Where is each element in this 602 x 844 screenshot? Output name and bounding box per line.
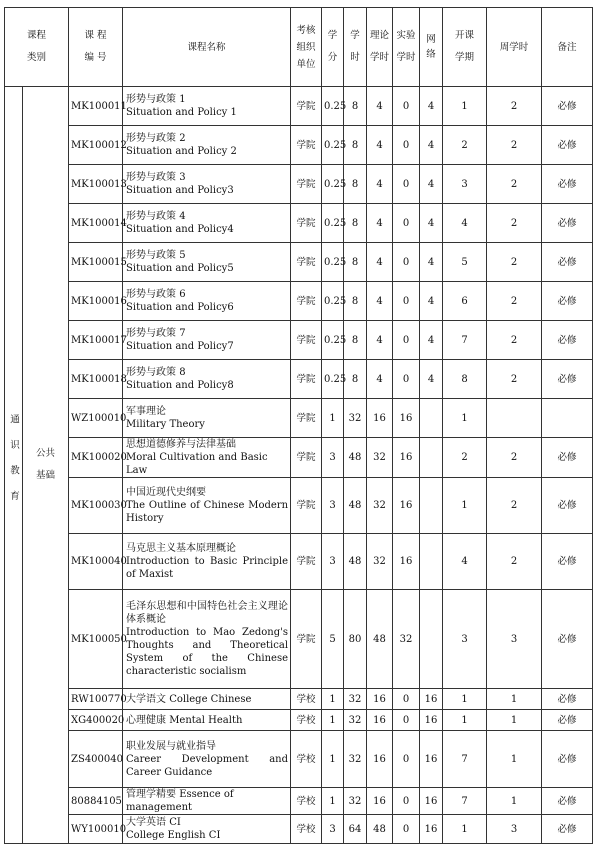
course-lab: 0 bbox=[393, 321, 420, 360]
course-theory: 4 bbox=[367, 165, 393, 204]
course-unit: 学院 bbox=[291, 478, 322, 534]
header-online: 网络 bbox=[420, 8, 443, 87]
course-hours: 48 bbox=[344, 534, 367, 590]
course-theory: 4 bbox=[367, 360, 393, 399]
course-credit: 5 bbox=[322, 590, 344, 689]
course-semester: 6 bbox=[443, 282, 487, 321]
course-theory: 4 bbox=[367, 243, 393, 282]
course-online: 4 bbox=[420, 204, 443, 243]
course-note: 必修 bbox=[542, 204, 593, 243]
course-unit: 学院 bbox=[291, 165, 322, 204]
course-note bbox=[542, 399, 593, 438]
course-note: 必修 bbox=[542, 590, 593, 689]
course-unit: 学校 bbox=[291, 710, 322, 731]
course-note: 必修 bbox=[542, 321, 593, 360]
table-row bbox=[5, 689, 593, 710]
course-unit: 学院 bbox=[291, 534, 322, 590]
course-note: 必修 bbox=[542, 815, 593, 844]
course-weekly: 2 bbox=[487, 534, 542, 590]
table-row bbox=[5, 731, 593, 788]
course-name: 职业发展与就业指导 Career Development and Career Guidance bbox=[123, 731, 291, 788]
course-credit: 3 bbox=[322, 438, 344, 478]
course-online: 16 bbox=[420, 815, 443, 844]
course-lab: 0 bbox=[393, 204, 420, 243]
course-unit: 学校 bbox=[291, 731, 322, 788]
course-weekly: 2 bbox=[487, 478, 542, 534]
course-unit: 学院 bbox=[291, 126, 322, 165]
header-hours: 学 时 bbox=[344, 8, 367, 87]
course-name: 毛泽东思想和中国特色社会主义理论体系概论 Introduction to Mao Zedong's Thoughts and Theoretical System of the Chinese characteristic socialism bbox=[123, 590, 291, 689]
course-credit: 0.25 bbox=[322, 243, 344, 282]
course-weekly: 2 bbox=[487, 438, 542, 478]
course-theory: 32 bbox=[367, 534, 393, 590]
course-code: MK100016 bbox=[69, 282, 123, 321]
course-weekly: 2 bbox=[487, 87, 542, 126]
course-online: 4 bbox=[420, 243, 443, 282]
course-hours: 64 bbox=[344, 815, 367, 844]
course-lab: 0 bbox=[393, 360, 420, 399]
course-weekly: 2 bbox=[487, 282, 542, 321]
course-unit: 学院 bbox=[291, 399, 322, 438]
course-code: MK100012 bbox=[69, 126, 123, 165]
course-theory: 32 bbox=[367, 438, 393, 478]
course-hours: 48 bbox=[344, 478, 367, 534]
header-credit: 学 分 bbox=[322, 8, 344, 87]
course-theory: 4 bbox=[367, 321, 393, 360]
course-name: 思想道德修养与法律基础 Moral Cultivation and Basic Law bbox=[123, 438, 291, 478]
subcategory-cell: 公共 基础 bbox=[23, 87, 69, 844]
course-theory: 4 bbox=[367, 204, 393, 243]
course-name: 形势与政策 3 Situation and Policy3 bbox=[123, 165, 291, 204]
course-lab: 0 bbox=[393, 243, 420, 282]
course-online: 4 bbox=[420, 165, 443, 204]
course-name: 心理健康 Mental Health bbox=[123, 710, 291, 731]
course-unit: 学院 bbox=[291, 243, 322, 282]
course-theory: 16 bbox=[367, 689, 393, 710]
course-semester: 1 bbox=[443, 815, 487, 844]
course-code: WY100010 bbox=[69, 815, 123, 844]
table-row bbox=[5, 165, 593, 204]
course-semester: 4 bbox=[443, 204, 487, 243]
course-hours: 32 bbox=[344, 710, 367, 731]
course-weekly: 1 bbox=[487, 731, 542, 788]
table-row bbox=[5, 534, 593, 590]
course-lab: 0 bbox=[393, 126, 420, 165]
course-credit: 0.25 bbox=[322, 360, 344, 399]
course-code: MK100015 bbox=[69, 243, 123, 282]
course-online bbox=[420, 399, 443, 438]
course-semester: 1 bbox=[443, 87, 487, 126]
course-theory: 32 bbox=[367, 478, 393, 534]
course-online: 16 bbox=[420, 788, 443, 815]
course-weekly bbox=[487, 399, 542, 438]
course-note: 必修 bbox=[542, 478, 593, 534]
course-weekly: 2 bbox=[487, 126, 542, 165]
course-online: 4 bbox=[420, 126, 443, 165]
course-online bbox=[420, 438, 443, 478]
course-credit: 0.25 bbox=[322, 165, 344, 204]
course-theory: 16 bbox=[367, 710, 393, 731]
course-note: 必修 bbox=[542, 788, 593, 815]
course-hours: 32 bbox=[344, 788, 367, 815]
table-row bbox=[5, 710, 593, 731]
course-hours: 8 bbox=[344, 360, 367, 399]
course-credit: 3 bbox=[322, 534, 344, 590]
header-note: 备注 bbox=[542, 8, 593, 87]
course-online: 16 bbox=[420, 689, 443, 710]
course-code: MK100040 bbox=[69, 534, 123, 590]
table-row bbox=[5, 126, 593, 165]
course-hours: 8 bbox=[344, 165, 367, 204]
course-note: 必修 bbox=[542, 126, 593, 165]
course-hours: 8 bbox=[344, 87, 367, 126]
course-code: MK100013 bbox=[69, 165, 123, 204]
course-weekly: 2 bbox=[487, 204, 542, 243]
header-name: 课程名称 bbox=[123, 8, 291, 87]
table-body bbox=[5, 87, 593, 844]
course-hours: 8 bbox=[344, 321, 367, 360]
table-row bbox=[5, 243, 593, 282]
course-unit: 学校 bbox=[291, 815, 322, 844]
course-weekly: 2 bbox=[487, 360, 542, 399]
header-weekly: 周学时 bbox=[487, 8, 542, 87]
course-code: MK100018 bbox=[69, 360, 123, 399]
course-lab: 16 bbox=[393, 399, 420, 438]
course-note: 必修 bbox=[542, 689, 593, 710]
course-lab: 16 bbox=[393, 534, 420, 590]
course-hours: 8 bbox=[344, 126, 367, 165]
header-code: 课 程 编 号 bbox=[69, 8, 123, 87]
course-lab: 0 bbox=[393, 731, 420, 788]
category-cell: 通识教育 bbox=[5, 87, 23, 844]
course-credit: 1 bbox=[322, 731, 344, 788]
course-credit: 0.25 bbox=[322, 204, 344, 243]
course-unit: 学院 bbox=[291, 360, 322, 399]
course-code: WZ100010 bbox=[69, 399, 123, 438]
header-unit: 考核 组织 单位 bbox=[291, 8, 322, 87]
course-theory: 16 bbox=[367, 731, 393, 788]
course-semester: 1 bbox=[443, 710, 487, 731]
course-hours: 48 bbox=[344, 438, 367, 478]
course-unit: 学院 bbox=[291, 438, 322, 478]
course-lab: 0 bbox=[393, 710, 420, 731]
course-online: 4 bbox=[420, 321, 443, 360]
course-unit: 学院 bbox=[291, 321, 322, 360]
course-code: RW100770 bbox=[69, 689, 123, 710]
course-hours: 8 bbox=[344, 282, 367, 321]
table-row bbox=[5, 87, 593, 126]
course-note: 必修 bbox=[542, 731, 593, 788]
course-credit: 0.25 bbox=[322, 87, 344, 126]
course-code: MK100014 bbox=[69, 204, 123, 243]
course-code: MK100017 bbox=[69, 321, 123, 360]
course-lab: 0 bbox=[393, 689, 420, 710]
course-name: 马克思主义基本原理概论 Introduction to Basic Principle of Maxist bbox=[123, 534, 291, 590]
course-credit: 1 bbox=[322, 710, 344, 731]
course-credit: 0.25 bbox=[322, 126, 344, 165]
course-credit: 3 bbox=[322, 815, 344, 844]
course-theory: 4 bbox=[367, 126, 393, 165]
course-online bbox=[420, 478, 443, 534]
course-semester: 8 bbox=[443, 360, 487, 399]
course-semester: 7 bbox=[443, 321, 487, 360]
course-theory: 48 bbox=[367, 815, 393, 844]
table-row bbox=[5, 788, 593, 815]
course-code: MK100030 bbox=[69, 478, 123, 534]
course-weekly: 1 bbox=[487, 689, 542, 710]
course-online: 16 bbox=[420, 710, 443, 731]
course-semester: 1 bbox=[443, 478, 487, 534]
course-credit: 1 bbox=[322, 689, 344, 710]
course-note: 必修 bbox=[542, 243, 593, 282]
course-code: 80884105 bbox=[69, 788, 123, 815]
course-table bbox=[4, 7, 593, 844]
course-credit: 0.25 bbox=[322, 282, 344, 321]
course-lab: 0 bbox=[393, 815, 420, 844]
course-note: 必修 bbox=[542, 360, 593, 399]
course-online: 4 bbox=[420, 87, 443, 126]
course-unit: 学院 bbox=[291, 204, 322, 243]
course-unit: 学校 bbox=[291, 788, 322, 815]
table-row bbox=[5, 321, 593, 360]
course-weekly: 2 bbox=[487, 321, 542, 360]
course-note: 必修 bbox=[542, 438, 593, 478]
course-lab: 0 bbox=[393, 788, 420, 815]
course-lab: 16 bbox=[393, 438, 420, 478]
course-lab: 16 bbox=[393, 478, 420, 534]
course-hours: 8 bbox=[344, 204, 367, 243]
course-name: 中国近现代史纲要 The Outline of Chinese Modern History bbox=[123, 478, 291, 534]
course-unit: 学校 bbox=[291, 689, 322, 710]
table-row bbox=[5, 438, 593, 478]
course-code: XG400020 bbox=[69, 710, 123, 731]
course-semester: 2 bbox=[443, 438, 487, 478]
course-code: MK100050 bbox=[69, 590, 123, 689]
course-lab: 32 bbox=[393, 590, 420, 689]
course-online: 16 bbox=[420, 731, 443, 788]
header-category: 课程 类别 bbox=[5, 8, 69, 87]
course-theory: 16 bbox=[367, 788, 393, 815]
course-theory: 48 bbox=[367, 590, 393, 689]
course-weekly: 3 bbox=[487, 590, 542, 689]
course-name: 形势与政策 8 Situation and Policy8 bbox=[123, 360, 291, 399]
course-online: 4 bbox=[420, 282, 443, 321]
course-unit: 学院 bbox=[291, 87, 322, 126]
course-unit: 学院 bbox=[291, 590, 322, 689]
course-note: 必修 bbox=[542, 710, 593, 731]
course-credit: 1 bbox=[322, 788, 344, 815]
course-unit: 学院 bbox=[291, 282, 322, 321]
course-online bbox=[420, 590, 443, 689]
header-lab: 实验 学时 bbox=[393, 8, 420, 87]
course-weekly: 3 bbox=[487, 815, 542, 844]
course-semester: 1 bbox=[443, 689, 487, 710]
course-name: 形势与政策 1 Situation and Policy 1 bbox=[123, 87, 291, 126]
course-semester: 3 bbox=[443, 165, 487, 204]
course-credit: 0.25 bbox=[322, 321, 344, 360]
course-code: MK100011 bbox=[69, 87, 123, 126]
course-weekly: 2 bbox=[487, 243, 542, 282]
table-row bbox=[5, 478, 593, 534]
course-name: 军事理论 Military Theory bbox=[123, 399, 291, 438]
course-credit: 1 bbox=[322, 399, 344, 438]
course-theory: 16 bbox=[367, 399, 393, 438]
table-row bbox=[5, 282, 593, 321]
header-row bbox=[5, 8, 593, 87]
course-hours: 80 bbox=[344, 590, 367, 689]
course-lab: 0 bbox=[393, 282, 420, 321]
table-row bbox=[5, 590, 593, 689]
course-lab: 0 bbox=[393, 165, 420, 204]
course-note: 必修 bbox=[542, 534, 593, 590]
course-semester: 3 bbox=[443, 590, 487, 689]
table-row bbox=[5, 399, 593, 438]
course-name: 形势与政策 7 Situation and Policy7 bbox=[123, 321, 291, 360]
course-weekly: 1 bbox=[487, 788, 542, 815]
course-name: 形势与政策 2 Situation and Policy 2 bbox=[123, 126, 291, 165]
course-name: 形势与政策 6 Situation and Policy6 bbox=[123, 282, 291, 321]
course-theory: 4 bbox=[367, 87, 393, 126]
course-semester: 7 bbox=[443, 731, 487, 788]
course-note: 必修 bbox=[542, 87, 593, 126]
course-code: MK100020 bbox=[69, 438, 123, 478]
course-semester: 4 bbox=[443, 534, 487, 590]
course-note: 必修 bbox=[542, 165, 593, 204]
table-row bbox=[5, 360, 593, 399]
course-name: 大学英语 CI College English CI bbox=[123, 815, 291, 844]
course-name: 大学语文 College Chinese bbox=[123, 689, 291, 710]
table-row bbox=[5, 204, 593, 243]
course-weekly: 1 bbox=[487, 710, 542, 731]
course-online bbox=[420, 534, 443, 590]
course-hours: 32 bbox=[344, 399, 367, 438]
course-hours: 32 bbox=[344, 731, 367, 788]
course-name: 管理学精要 Essence of management bbox=[123, 788, 291, 815]
course-semester: 1 bbox=[443, 399, 487, 438]
table-row bbox=[5, 815, 593, 844]
course-code: ZS400040 bbox=[69, 731, 123, 788]
course-name: 形势与政策 4 Situation and Policy4 bbox=[123, 204, 291, 243]
course-credit: 3 bbox=[322, 478, 344, 534]
course-semester: 7 bbox=[443, 788, 487, 815]
course-semester: 5 bbox=[443, 243, 487, 282]
course-lab: 0 bbox=[393, 87, 420, 126]
course-online: 4 bbox=[420, 360, 443, 399]
header-theory: 理论 学时 bbox=[367, 8, 393, 87]
course-theory: 4 bbox=[367, 282, 393, 321]
course-semester: 2 bbox=[443, 126, 487, 165]
course-name: 形势与政策 5 Situation and Policy5 bbox=[123, 243, 291, 282]
course-weekly: 2 bbox=[487, 165, 542, 204]
course-hours: 32 bbox=[344, 689, 367, 710]
course-hours: 8 bbox=[344, 243, 367, 282]
header-semester: 开课 学期 bbox=[443, 8, 487, 87]
course-note: 必修 bbox=[542, 282, 593, 321]
